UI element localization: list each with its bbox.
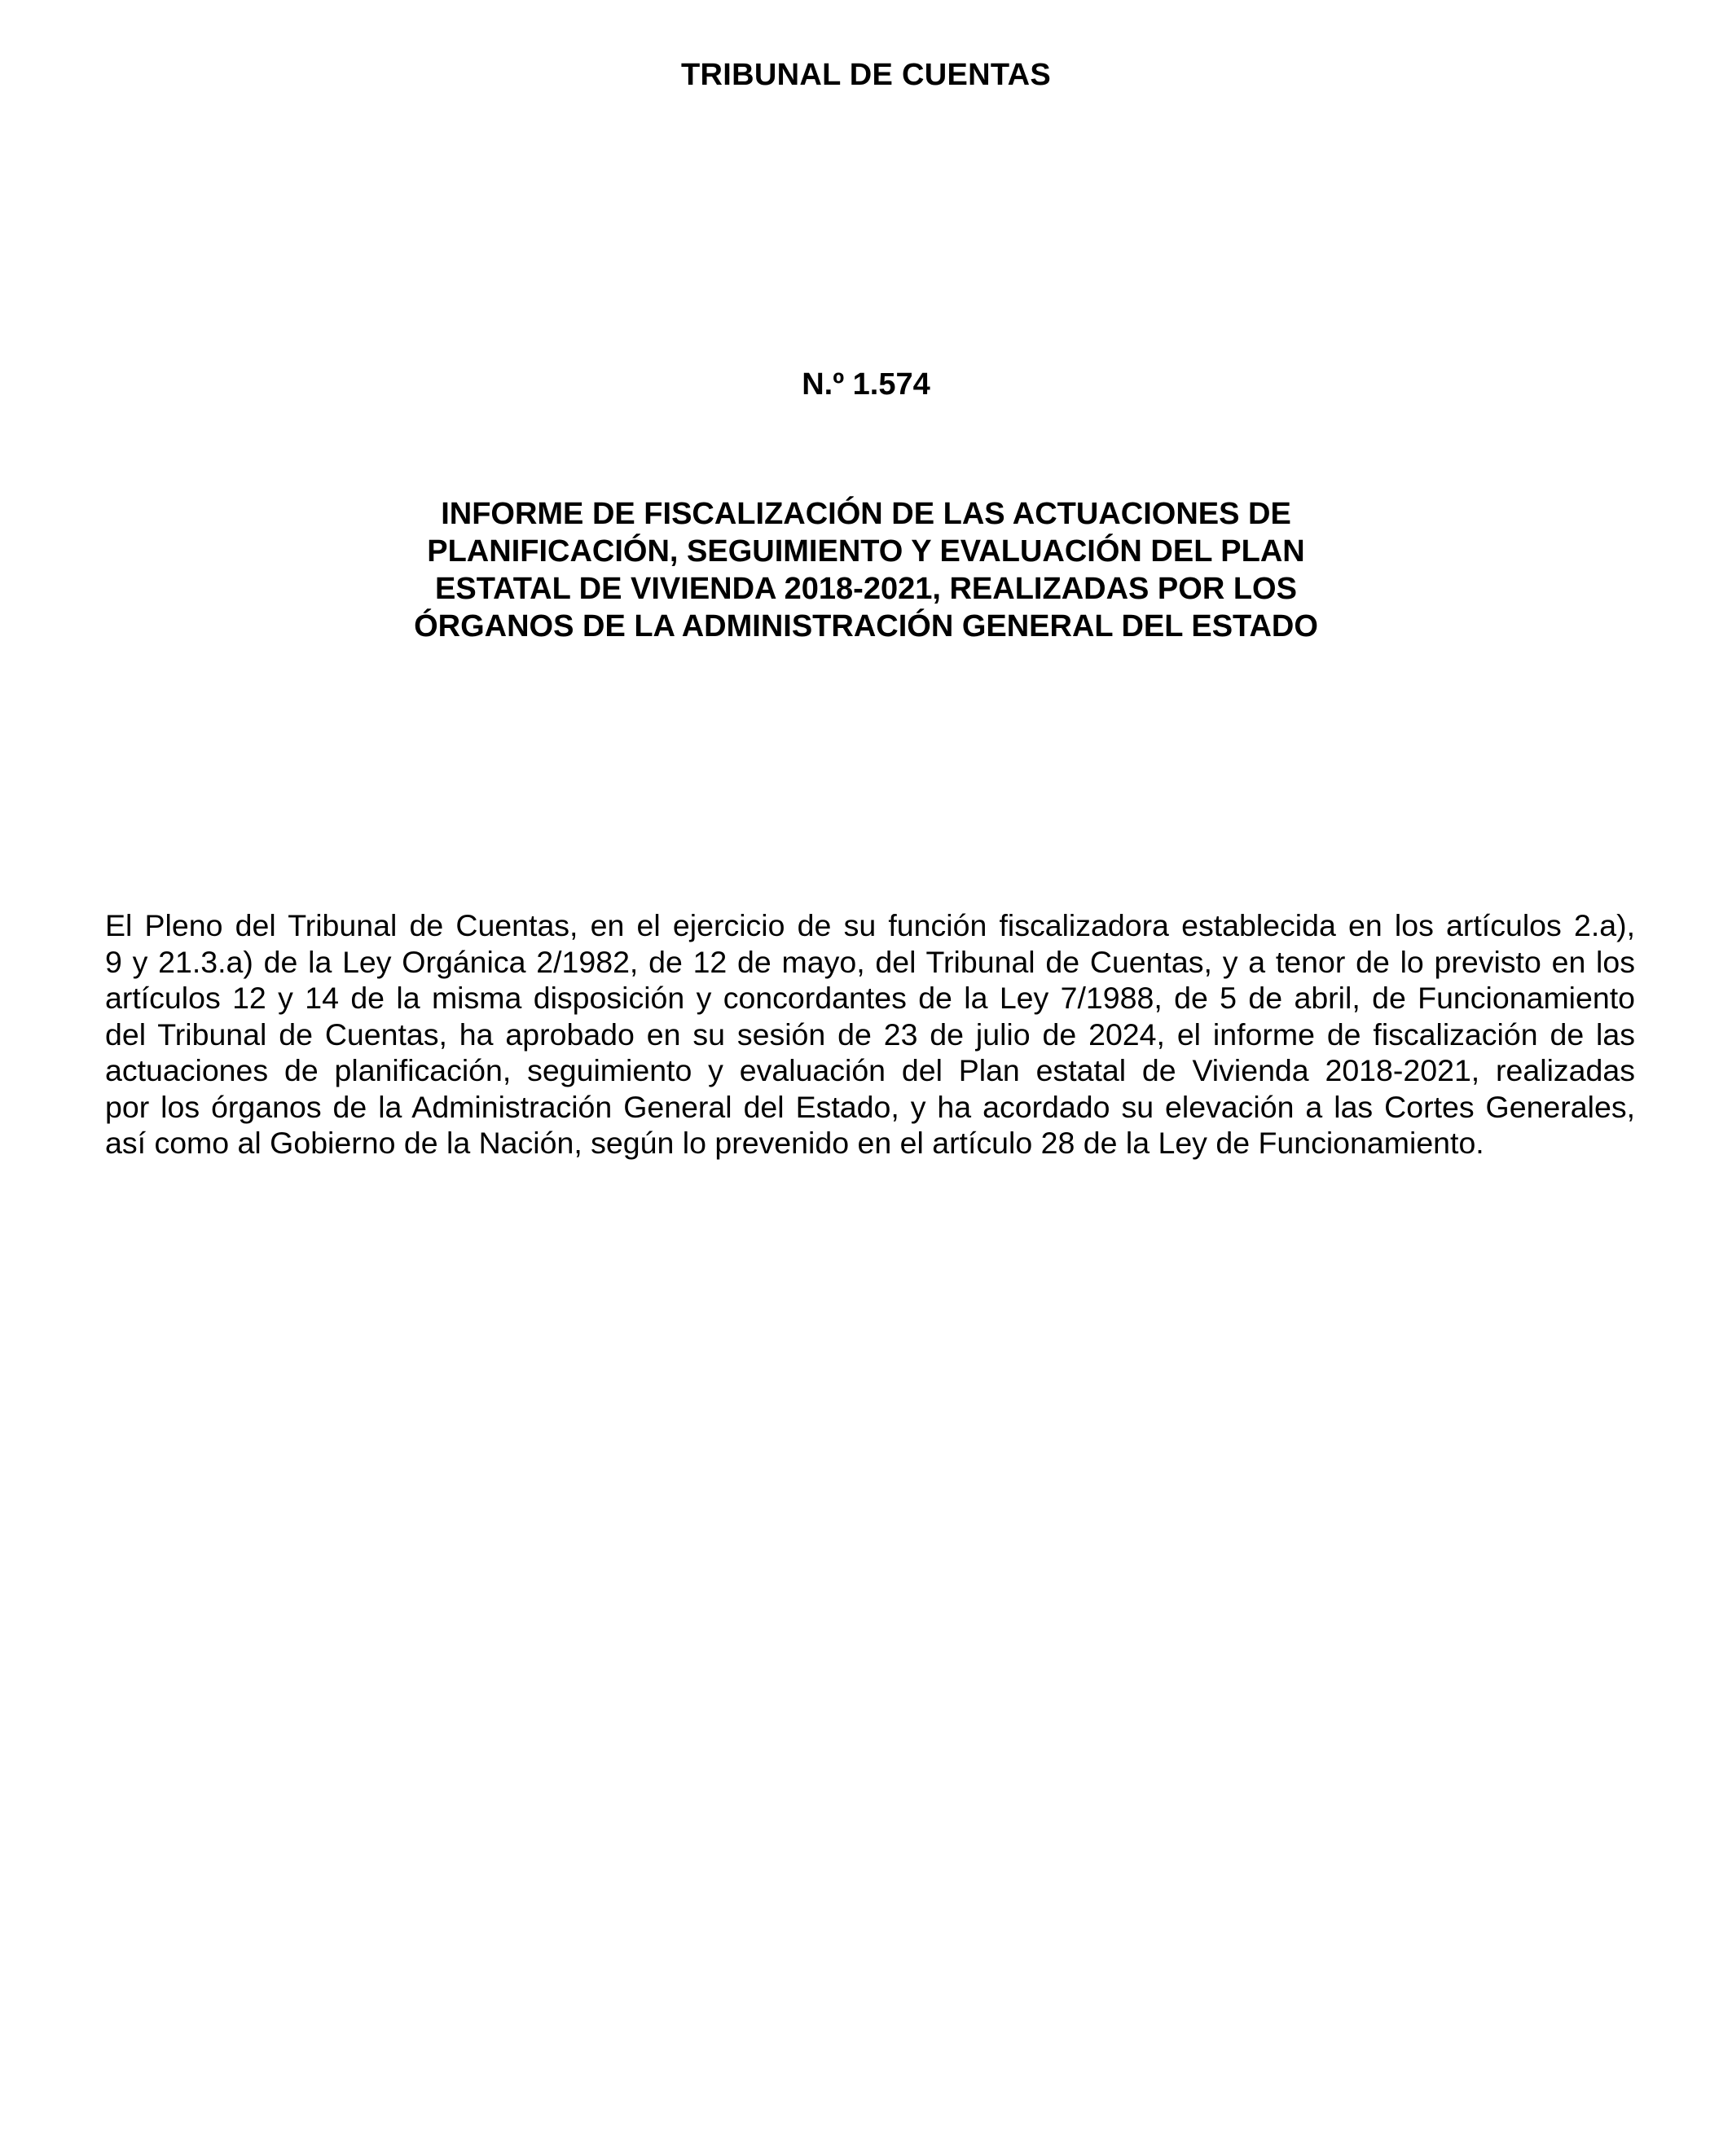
paragraph-line: actuaciones de planificación, seguimiento y evaluación del Plan estatal de Vivienda 2018-2021, realizadas xyxy=(105,1053,1635,1087)
report-title xyxy=(296,495,1436,645)
report-title-line: INFORME DE FISCALIZACIÓN DE LAS ACTUACIONES DE xyxy=(441,497,1291,531)
paragraph-line: del Tribunal de Cuentas, ha aprobado en su sesión de 23 de julio de 2024, el informe de fiscalización de las xyxy=(105,1017,1635,1052)
paragraph-line: 9 y 21.3.a) de la Ley Orgánica 2/1982, de 12 de mayo, del Tribunal de Cuentas, y a tenor de lo previsto en los xyxy=(105,944,1635,979)
paragraph-line: artículos 12 y 14 de la misma disposición y concordantes de la Ley 7/1988, de 5 de abril, de Funcionamiento xyxy=(105,981,1635,1015)
body-paragraph xyxy=(105,907,1635,1161)
page-header: TRIBUNAL DE CUENTAS xyxy=(681,58,1051,92)
paragraph-line: El Pleno del Tribunal de Cuentas, en el ejercicio de su función fiscalizadora establecida en los artículos 2.a), xyxy=(105,908,1635,942)
paragraph-line: por los órganos de la Administración General del Estado, y ha acordado su elevación a las Cortes Generales, xyxy=(105,1089,1635,1124)
paragraph-line: así como al Gobierno de la Nación, según lo prevenido en el artículo 28 de la Ley de Funcionamiento. xyxy=(105,1126,1484,1160)
report-title-line: ESTATAL DE VIVIENDA 2018-2021, REALIZADAS POR LOS xyxy=(435,572,1297,606)
report-title-line: ÓRGANOS DE LA ADMINISTRACIÓN GENERAL DEL ESTADO xyxy=(414,609,1318,643)
report-title-line: PLANIFICACIÓN, SEGUIMIENTO Y EVALUACIÓN DEL PLAN xyxy=(427,534,1305,569)
report-number: N.º 1.574 xyxy=(802,367,930,402)
